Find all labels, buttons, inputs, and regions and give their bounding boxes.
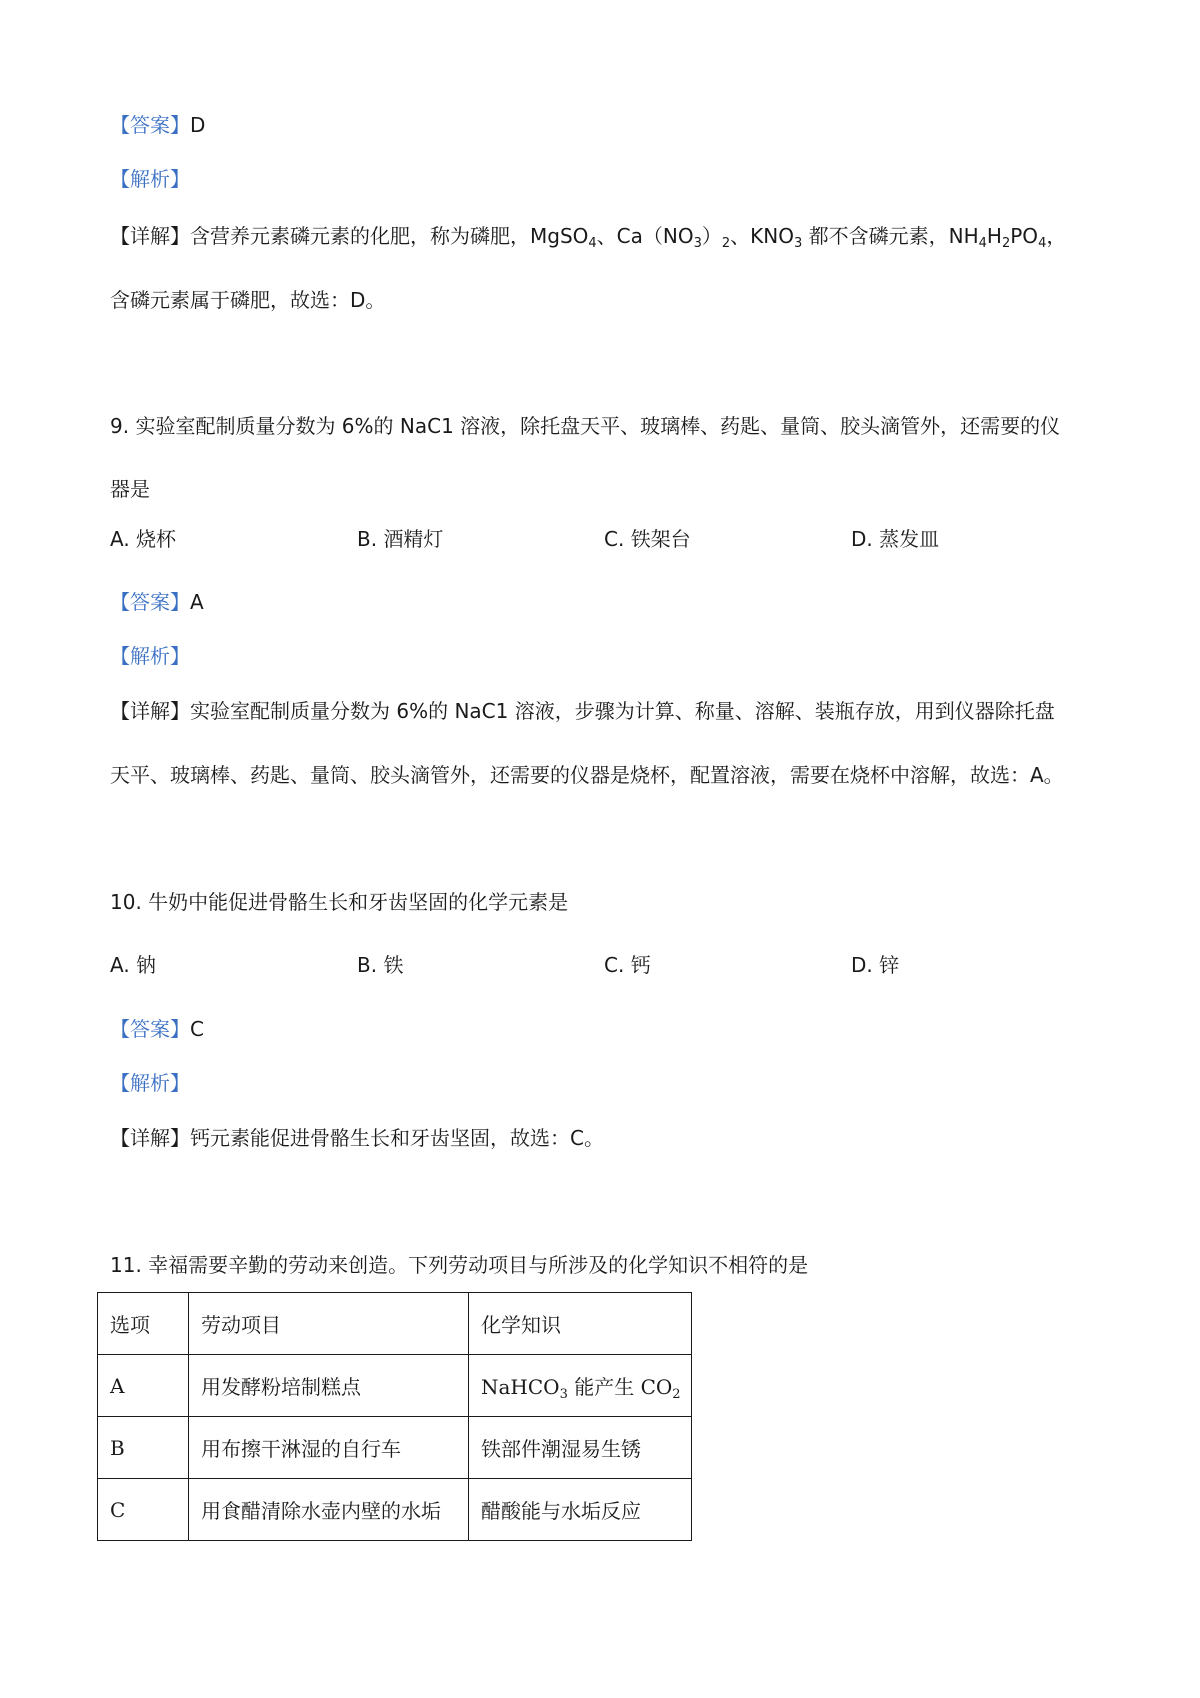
table-cell-knowledge: NaHCO$_3$ 能产生 $CO_2$ bbox=[469, 1355, 692, 1417]
table-cell-knowledge: 铁部件潮湿易生锈 bbox=[469, 1417, 692, 1479]
detail-tag: 【详解】 bbox=[110, 699, 190, 723]
answer-line bbox=[110, 111, 205, 139]
answer-tag: 【答案】 bbox=[110, 113, 190, 137]
detail-line-2: 天平、玻璃棒、药匙、量筒、胶头滴管外，还需要的仪器是烧杯，配置溶液，需要在烧杯中溶解，故选：A。 bbox=[110, 763, 1064, 787]
option-c: C. 钙 bbox=[604, 953, 651, 977]
detail-tag: 【详解】 bbox=[110, 1126, 190, 1150]
option-c: C. 铁架台 bbox=[604, 527, 691, 551]
table-row bbox=[98, 1355, 692, 1417]
table-cell-option: B bbox=[98, 1417, 189, 1479]
table-header-cell: 选项 bbox=[98, 1293, 189, 1355]
analysis-tag: 【解析】 bbox=[110, 1071, 190, 1095]
analysis-tag: 【解析】 bbox=[110, 644, 190, 668]
option-b: B. 酒精灯 bbox=[357, 527, 444, 551]
answer-tag: 【答案】 bbox=[110, 1017, 190, 1041]
detail-line-2: 含磷元素属于磷肥，故选：D。 bbox=[110, 288, 386, 312]
option-a: A. 烧杯 bbox=[110, 527, 177, 551]
analysis-line bbox=[110, 642, 190, 670]
table-header-cell: 劳动项目 bbox=[189, 1293, 469, 1355]
table-cell-option: C bbox=[98, 1479, 189, 1541]
table-header-row bbox=[98, 1293, 692, 1355]
table-row bbox=[98, 1479, 692, 1541]
detail-line: 【详解】含营养元素磷元素的化肥，称为磷肥，MgSO$_4$、$Ca(NO_3)_2$、$KNO_3$ 都不含磷元素，$NH_4H_2PO_4$， bbox=[110, 224, 1067, 251]
table-row bbox=[98, 1417, 692, 1479]
table-cell-task: 用食醋清除水壶内壁的水垢 bbox=[189, 1479, 469, 1541]
option-b: B. 铁 bbox=[357, 953, 404, 977]
table-cell-task: 用布擦干淋湿的自行车 bbox=[189, 1417, 469, 1479]
knowledge-table bbox=[97, 1292, 692, 1541]
table-cell-knowledge: 醋酸能与水垢反应 bbox=[469, 1479, 692, 1541]
analysis-line bbox=[110, 1069, 190, 1097]
table-cell-task: 用发酵粉培制糕点 bbox=[189, 1355, 469, 1417]
question-11-stem: 11. 幸福需要辛勤的劳动来创造。下列劳动项目与所涉及的化学知识不相符的是 bbox=[110, 1253, 809, 1277]
answer-line bbox=[110, 1015, 204, 1043]
detail-line: 【详解】实验室配制质量分数为 6%的 NaC1 溶液，步骤为计算、称量、溶解、装瓶存放，用到仪器除托盘 bbox=[110, 699, 1055, 723]
answer-line bbox=[110, 588, 204, 616]
answer-value: D bbox=[190, 113, 206, 137]
option-a: A. 钠 bbox=[110, 953, 157, 977]
option-d: D. 锌 bbox=[851, 953, 900, 977]
answer-value: A bbox=[190, 590, 204, 614]
detail-tag: 【详解】 bbox=[110, 224, 190, 248]
detail-line: 【详解】钙元素能促进骨骼生长和牙齿坚固，故选：C。 bbox=[110, 1126, 604, 1150]
answer-value: C bbox=[190, 1017, 204, 1041]
analysis-line bbox=[110, 165, 190, 193]
answer-tag: 【答案】 bbox=[110, 590, 190, 614]
question-10-stem: 10. 牛奶中能促进骨骼生长和牙齿坚固的化学元素是 bbox=[110, 890, 569, 914]
table-header-cell: 化学知识 bbox=[469, 1293, 692, 1355]
question-9-stem: 9. 实验室配制质量分数为 6%的 NaC1 溶液，除托盘天平、玻璃棒、药匙、量筒、胶头滴管外，还需要的仪 bbox=[110, 414, 1061, 438]
option-d: D. 蒸发皿 bbox=[851, 527, 940, 551]
analysis-tag: 【解析】 bbox=[110, 167, 190, 191]
table-cell-option: A bbox=[98, 1355, 189, 1417]
question-9-stem-cont: 器是 bbox=[110, 477, 150, 501]
